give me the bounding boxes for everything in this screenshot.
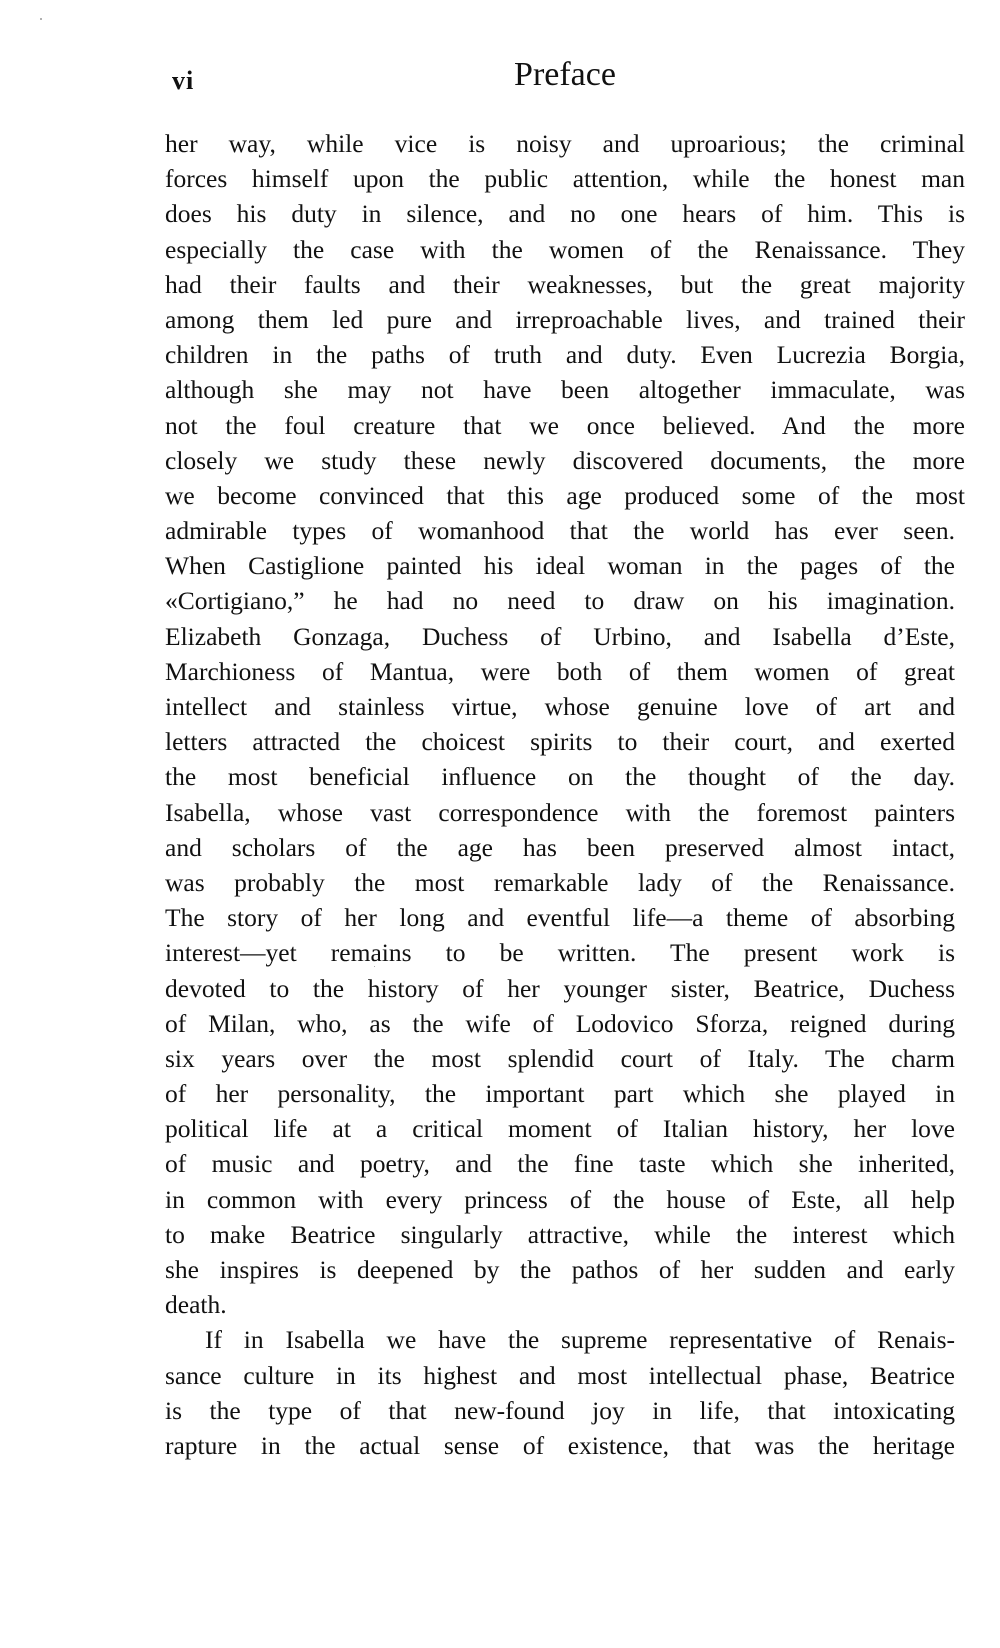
paragraph-2 xyxy=(165,1322,955,1463)
text-line: of music and poetry, and the fine taste which she inherited, xyxy=(165,1149,955,1179)
text-line: of Milan, who, as the wife of Lodovico Sforza, reigned during xyxy=(165,1008,955,1038)
text-line: to make Beatrice singularly attractive, while the interest which xyxy=(165,1219,955,1249)
text-line: If in Isabella we have the supreme representative of Renais- xyxy=(205,1325,955,1355)
text-line: rapture in the actual sense of existence, that was the heritage xyxy=(165,1430,955,1460)
text-line: her way, while vice is noisy and uproarious; the criminal xyxy=(165,129,965,158)
text-line: of her personality, the important part which she played in xyxy=(165,1079,955,1109)
text-line: sance culture in its highest and most intellectual phase, Beatrice xyxy=(165,1360,955,1390)
text-line: does his duty in silence, and no one hears of him. This is xyxy=(165,199,965,229)
text-line: death. xyxy=(165,1290,227,1320)
text-line: devoted to the history of her younger sister, Beatrice, Duchess xyxy=(165,973,955,1003)
text-line: although she may not have been altogether immaculate, was xyxy=(165,375,965,405)
text-line: we become convinced that this age produced some of the most xyxy=(165,480,965,510)
running-head-title: Preface xyxy=(514,56,616,93)
text-line: among them led pure and irreproachable lives, and trained their xyxy=(165,304,965,334)
text-line: the most beneficial influence on the thought of the day. xyxy=(165,762,955,792)
text-line: especially the case with the women of the Renaissance. They xyxy=(165,234,965,264)
text-line: The story of her long and eventful life—a theme of absorbing xyxy=(165,903,955,933)
text-line: in common with every princess of the house of Este, all help xyxy=(165,1184,955,1214)
text-line: Marchioness of Mantua, were both of them women of great xyxy=(165,656,955,686)
text-line: and scholars of the age has been preserved almost intact, xyxy=(165,832,955,862)
text-line: is the type of that new-found joy in life, that intoxicating xyxy=(165,1395,955,1425)
text-line: When Castiglione painted his ideal woman in the pages of the xyxy=(165,551,955,581)
text-line: forces himself upon the public attention, while the honest man xyxy=(165,164,965,194)
text-line: «Cortigiano,” he had no need to draw on his imagination. xyxy=(165,586,955,616)
text-line: letters attracted the choicest spirits to their court, and exerted xyxy=(165,727,955,757)
scan-speck xyxy=(40,18,42,20)
text-line: political life at a critical moment of Italian history, her love xyxy=(165,1114,955,1144)
text-line: Elizabeth Gonzaga, Duchess of Urbino, and Isabella d’Este, xyxy=(165,621,955,651)
text-line: had their faults and their weaknesses, but the great majority xyxy=(165,269,965,299)
paragraph-1 xyxy=(165,126,965,1322)
text-line: Isabella, whose vast correspondence with the foremost painters xyxy=(165,797,955,827)
body-text xyxy=(165,126,965,1463)
page-number: vi xyxy=(172,66,195,95)
text-line: children in the paths of truth and duty. Even Lucrezia Borgia, xyxy=(165,340,965,370)
text-line: she inspires is deepened by the pathos of her sudden and early xyxy=(165,1255,955,1284)
text-line: intellect and stainless virtue, whose genuine love of art and xyxy=(165,692,955,721)
text-line: not the foul creature that we once believed. And the more xyxy=(165,410,965,440)
text-line: interest—yet remains to be written. The present work is xyxy=(165,938,955,968)
text-line: was probably the most remarkable lady of the Renaissance. xyxy=(165,867,955,897)
text-line: admirable types of womanhood that the world has ever seen. xyxy=(165,516,955,546)
text-line: closely we study these newly discovered documents, the more xyxy=(165,445,965,475)
text-line: six years over the most splendid court of Italy. The charm xyxy=(165,1043,955,1073)
